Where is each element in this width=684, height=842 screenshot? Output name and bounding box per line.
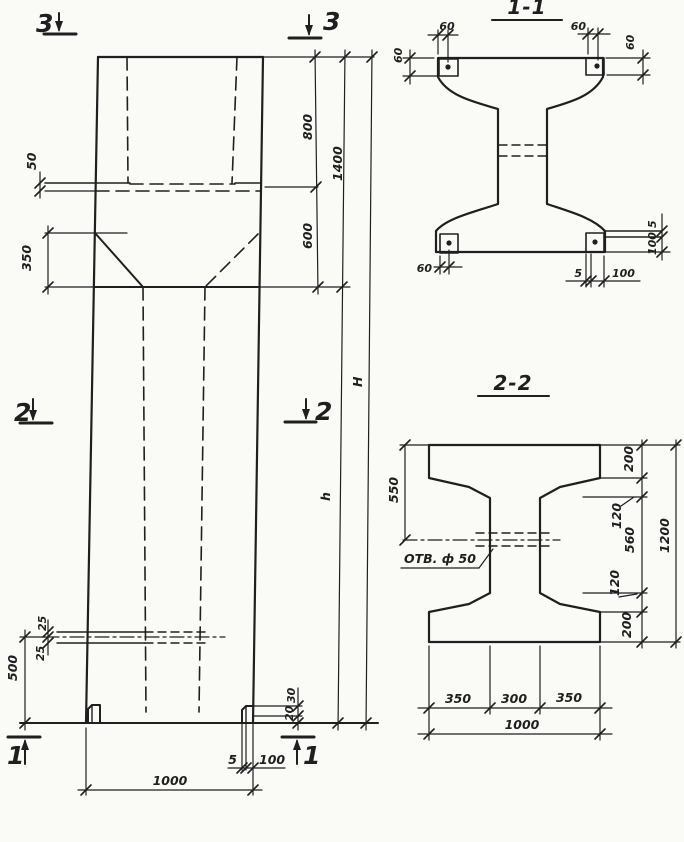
dim-2-2-120-bottom: 120 xyxy=(607,569,622,596)
dim-2-2-300: 300 xyxy=(500,691,528,706)
taper-diagonal-right-hidden xyxy=(206,234,258,286)
dim-1-1-tl-60: 60 xyxy=(439,20,455,33)
dim-strip-50: 50 xyxy=(24,152,39,170)
dim-2-2-200-bottom: 200 xyxy=(619,611,634,638)
dim-1-1-bl-60: 60 xyxy=(416,262,432,275)
dim-2-2-350-left: 350 xyxy=(444,691,472,706)
column-left-edge xyxy=(86,57,98,723)
dim-head-600: 600 xyxy=(300,222,315,249)
marker-1-right-label: 1 xyxy=(303,741,321,770)
dim-2-2-200-top: 200 xyxy=(621,445,636,472)
dim-hole-25-upper: 25 xyxy=(36,615,49,631)
marker-2-right-label: 2 xyxy=(315,397,333,426)
extension-lines xyxy=(20,57,374,795)
dim-hole-25-lower: 25 xyxy=(34,645,47,661)
base-plate-right xyxy=(242,706,253,723)
section-1-1-ext-lines xyxy=(403,28,670,287)
dim-1-1-r-100: 100 xyxy=(646,232,659,255)
dim-2-2-120-top: 120 xyxy=(609,502,624,529)
hole-callout xyxy=(401,549,493,568)
anchor-dot-top-right xyxy=(594,63,599,68)
joint-strip xyxy=(45,183,261,191)
dim-1-1-tl-60v: 60 xyxy=(392,47,405,63)
anchor-dot-bottom-left xyxy=(446,240,451,245)
dim-taper-350: 350 xyxy=(19,244,34,271)
base-plates xyxy=(88,705,253,723)
section-marker-2-right xyxy=(285,397,332,426)
dim-2-2-350-right: 350 xyxy=(555,690,583,705)
section-1-1-body xyxy=(436,58,605,252)
base-plate-left xyxy=(88,705,100,723)
dim-2-2-1200: 1200 xyxy=(657,518,672,553)
dimension-labels xyxy=(5,114,365,788)
embedded-plates xyxy=(439,58,662,253)
column-right-edge xyxy=(253,57,263,723)
dim-1-1-r-5: 5 xyxy=(646,220,659,228)
dim-foot-20: 20 xyxy=(283,705,296,721)
dim-head-1400: 1400 xyxy=(330,146,345,181)
section-1-1-view xyxy=(392,0,670,287)
section-1-1-title: 1-1 xyxy=(507,0,547,19)
marker-1-left-label: 1 xyxy=(7,741,25,770)
dim-total-H: H xyxy=(350,376,365,387)
shaft-hole xyxy=(45,632,225,643)
anchor-dot-top-left xyxy=(445,64,450,69)
section-marker-1-left xyxy=(7,737,40,770)
section-markers xyxy=(7,7,340,770)
dim-2-2-1000: 1000 xyxy=(504,717,540,732)
marker-3-left-label: 3 xyxy=(36,9,54,38)
dim-2-2-560: 560 xyxy=(622,526,637,553)
section-2-2-title: 2-2 xyxy=(493,371,533,395)
section-1-1-ticks xyxy=(405,29,667,286)
dim-1-1-tr-60: 60 xyxy=(570,20,586,33)
hole-callout-label: ОТВ. ф 50 xyxy=(404,551,476,566)
dim-plate-5: 5 xyxy=(228,752,237,767)
section-1-1-web-hole xyxy=(499,145,546,156)
section-marker-3-left xyxy=(36,9,76,38)
marker-3-right-label: 3 xyxy=(323,7,341,36)
dim-shaft-h: h xyxy=(318,492,333,501)
marker-2-left-label: 2 xyxy=(14,398,32,427)
section-2-2-view xyxy=(386,371,681,740)
dim-2-2-550: 550 xyxy=(386,476,401,503)
section-2-2-body xyxy=(429,445,600,642)
hidden-edges xyxy=(127,57,258,712)
section-2-2-hole xyxy=(403,533,560,546)
section-marker-2-left xyxy=(14,398,52,427)
dim-width-1000: 1000 xyxy=(152,773,188,788)
column-outline xyxy=(20,57,378,723)
taper-diagonal-left xyxy=(95,233,143,287)
dim-1-1-tr-60v: 60 xyxy=(624,34,637,50)
dim-1-1-b-100: 100 xyxy=(612,267,635,280)
dim-hole-500: 500 xyxy=(5,654,20,681)
anchor-dot-bottom-right xyxy=(592,239,597,244)
elevation-view xyxy=(5,7,378,795)
section-marker-1-right xyxy=(282,737,320,770)
dim-plate-100: 100 xyxy=(259,752,286,767)
dim-foot-30: 30 xyxy=(285,687,298,703)
dim-1-1-b-5: 5 xyxy=(574,267,582,280)
dim-head-800: 800 xyxy=(300,113,315,140)
section-marker-3-right xyxy=(289,7,340,38)
